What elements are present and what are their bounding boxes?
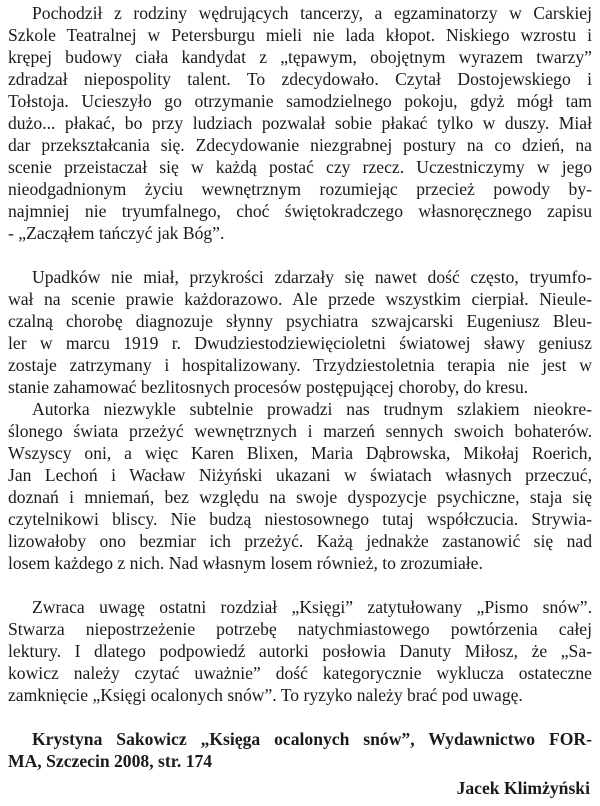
text-line: zdradzał niepospolity talent. To zdecydowało. Czytał Dostojewskiego i [8,69,592,89]
citation-line: Krystyna Sakowicz „Księga ocalonych snów”, Wydawnictwo FOR- [32,729,592,749]
text-line: dużo... płakać, bo przy ludziach pozwalał sobie płakać tylko w duszy. Miał [8,113,592,133]
text-line: czalną chorobę diagnozuje słynny psychiatra szwajcarski Eugeniusz Bleu- [8,311,592,331]
text-line: dar przekształcania się. Zdecydowanie niezgrabnej postury na co dzień, na [8,135,592,155]
text-line: Upadków nie miał, przykrości zdarzały się nawet dość często, tryumfo- [32,267,592,287]
text-line: scenie przeistaczał się w każdą postać czy rzecz. Uczestniczymy w jego [8,157,592,177]
text-line: Jan Lechoń i Wacław Niżyński ukazani w światach własnych przeczuć, [8,465,592,485]
text-line: losem każdego z nich. Nad własnym losem również, to zrozumiałe. [8,553,483,573]
text-line: ler w marcu 1919 r. Dwudziestodziewięcioletni światowej sławy geniusz [8,333,592,353]
text-line: stanie zahamować bezlitosnych procesów postępującej choroby, do kresu. [8,377,529,397]
text-line: krępej budowy ciała kandydat z „tępawym, obojętnym wyrazem twarzy” [8,47,592,67]
text-line: wał na scenie prawie każdorazowo. Ale przede wszystkim cierpiał. Nieule- [8,289,592,309]
text-line: najmniej nie tryumfalnego, choć świętokradczego własnoręcznego zapisu [8,201,592,221]
author-signature: Jacek Klimżyński [456,778,590,798]
text-line: Zwraca uwagę ostatni rozdział „Księgi” zatytułowany „Pismo snów”. [32,597,592,617]
citation-line: MA, Szczecin 2008, str. 174 [8,751,213,771]
text-line: lektury. I dlatego podpowiedź autorki posłowia Danuty Miłosz, że „Sa- [8,641,592,661]
text-line: - „Zacząłem tańczyć jak Bóg”. [8,223,225,243]
text-line: Autorka niezwykle subtelnie prowadzi nas trudnym szlakiem nieokre- [32,399,592,419]
text-line: ślonego świata przeżyć wewnętrznych i marzeń sennych swoich bohaterów. [8,421,592,441]
text-line: lizowałoby ono bezmiar ich przeżyć. Każą jednakże zastanowić się nad [8,531,592,551]
text-line: doznań i mniemań, bez względu na swoje dyspozycje psychiczne, staja się [8,487,592,507]
text-line: zostaje zatrzymany i hospitalizowany. Trzydziestoletnia terapia nie jest w [8,355,592,375]
text-line: czytelnikowi bliscy. Nie budzą niestosownego tutaj współczucia. Strywia- [8,509,592,529]
text-line: Szkole Teatralnej w Petersburgu mieli nie lada kłopot. Niskiego wzrostu i [8,25,592,45]
text-line: Tołstoja. Ucieszyło go otrzymanie samodzielnego pokoju, gdyż mógł tam [8,91,592,111]
text-line: Wszyscy oni, a więc Karen Blixen, Maria Dąbrowska, Mikołaj Roerich, [8,443,592,463]
text-line: zamknięcie „Księgi ocalonych snów”. To ryzyko należy brać pod uwagę. [8,685,523,705]
text-line: nieodgadnionym życiu wewnętrznym rozumiejąc przecież powody by- [8,179,592,199]
text-line: Pochodził z rodziny wędrujących tancerzy, a egzaminatorzy w Carskiej [32,3,592,23]
text-line: Stwarza niepostrzeżenie potrzebę natychmiastowego powtórzenia całej [8,619,592,639]
text-line: kowicz należy czytać uważnie” dość kategorycznie wyklucza ostateczne [8,663,592,683]
